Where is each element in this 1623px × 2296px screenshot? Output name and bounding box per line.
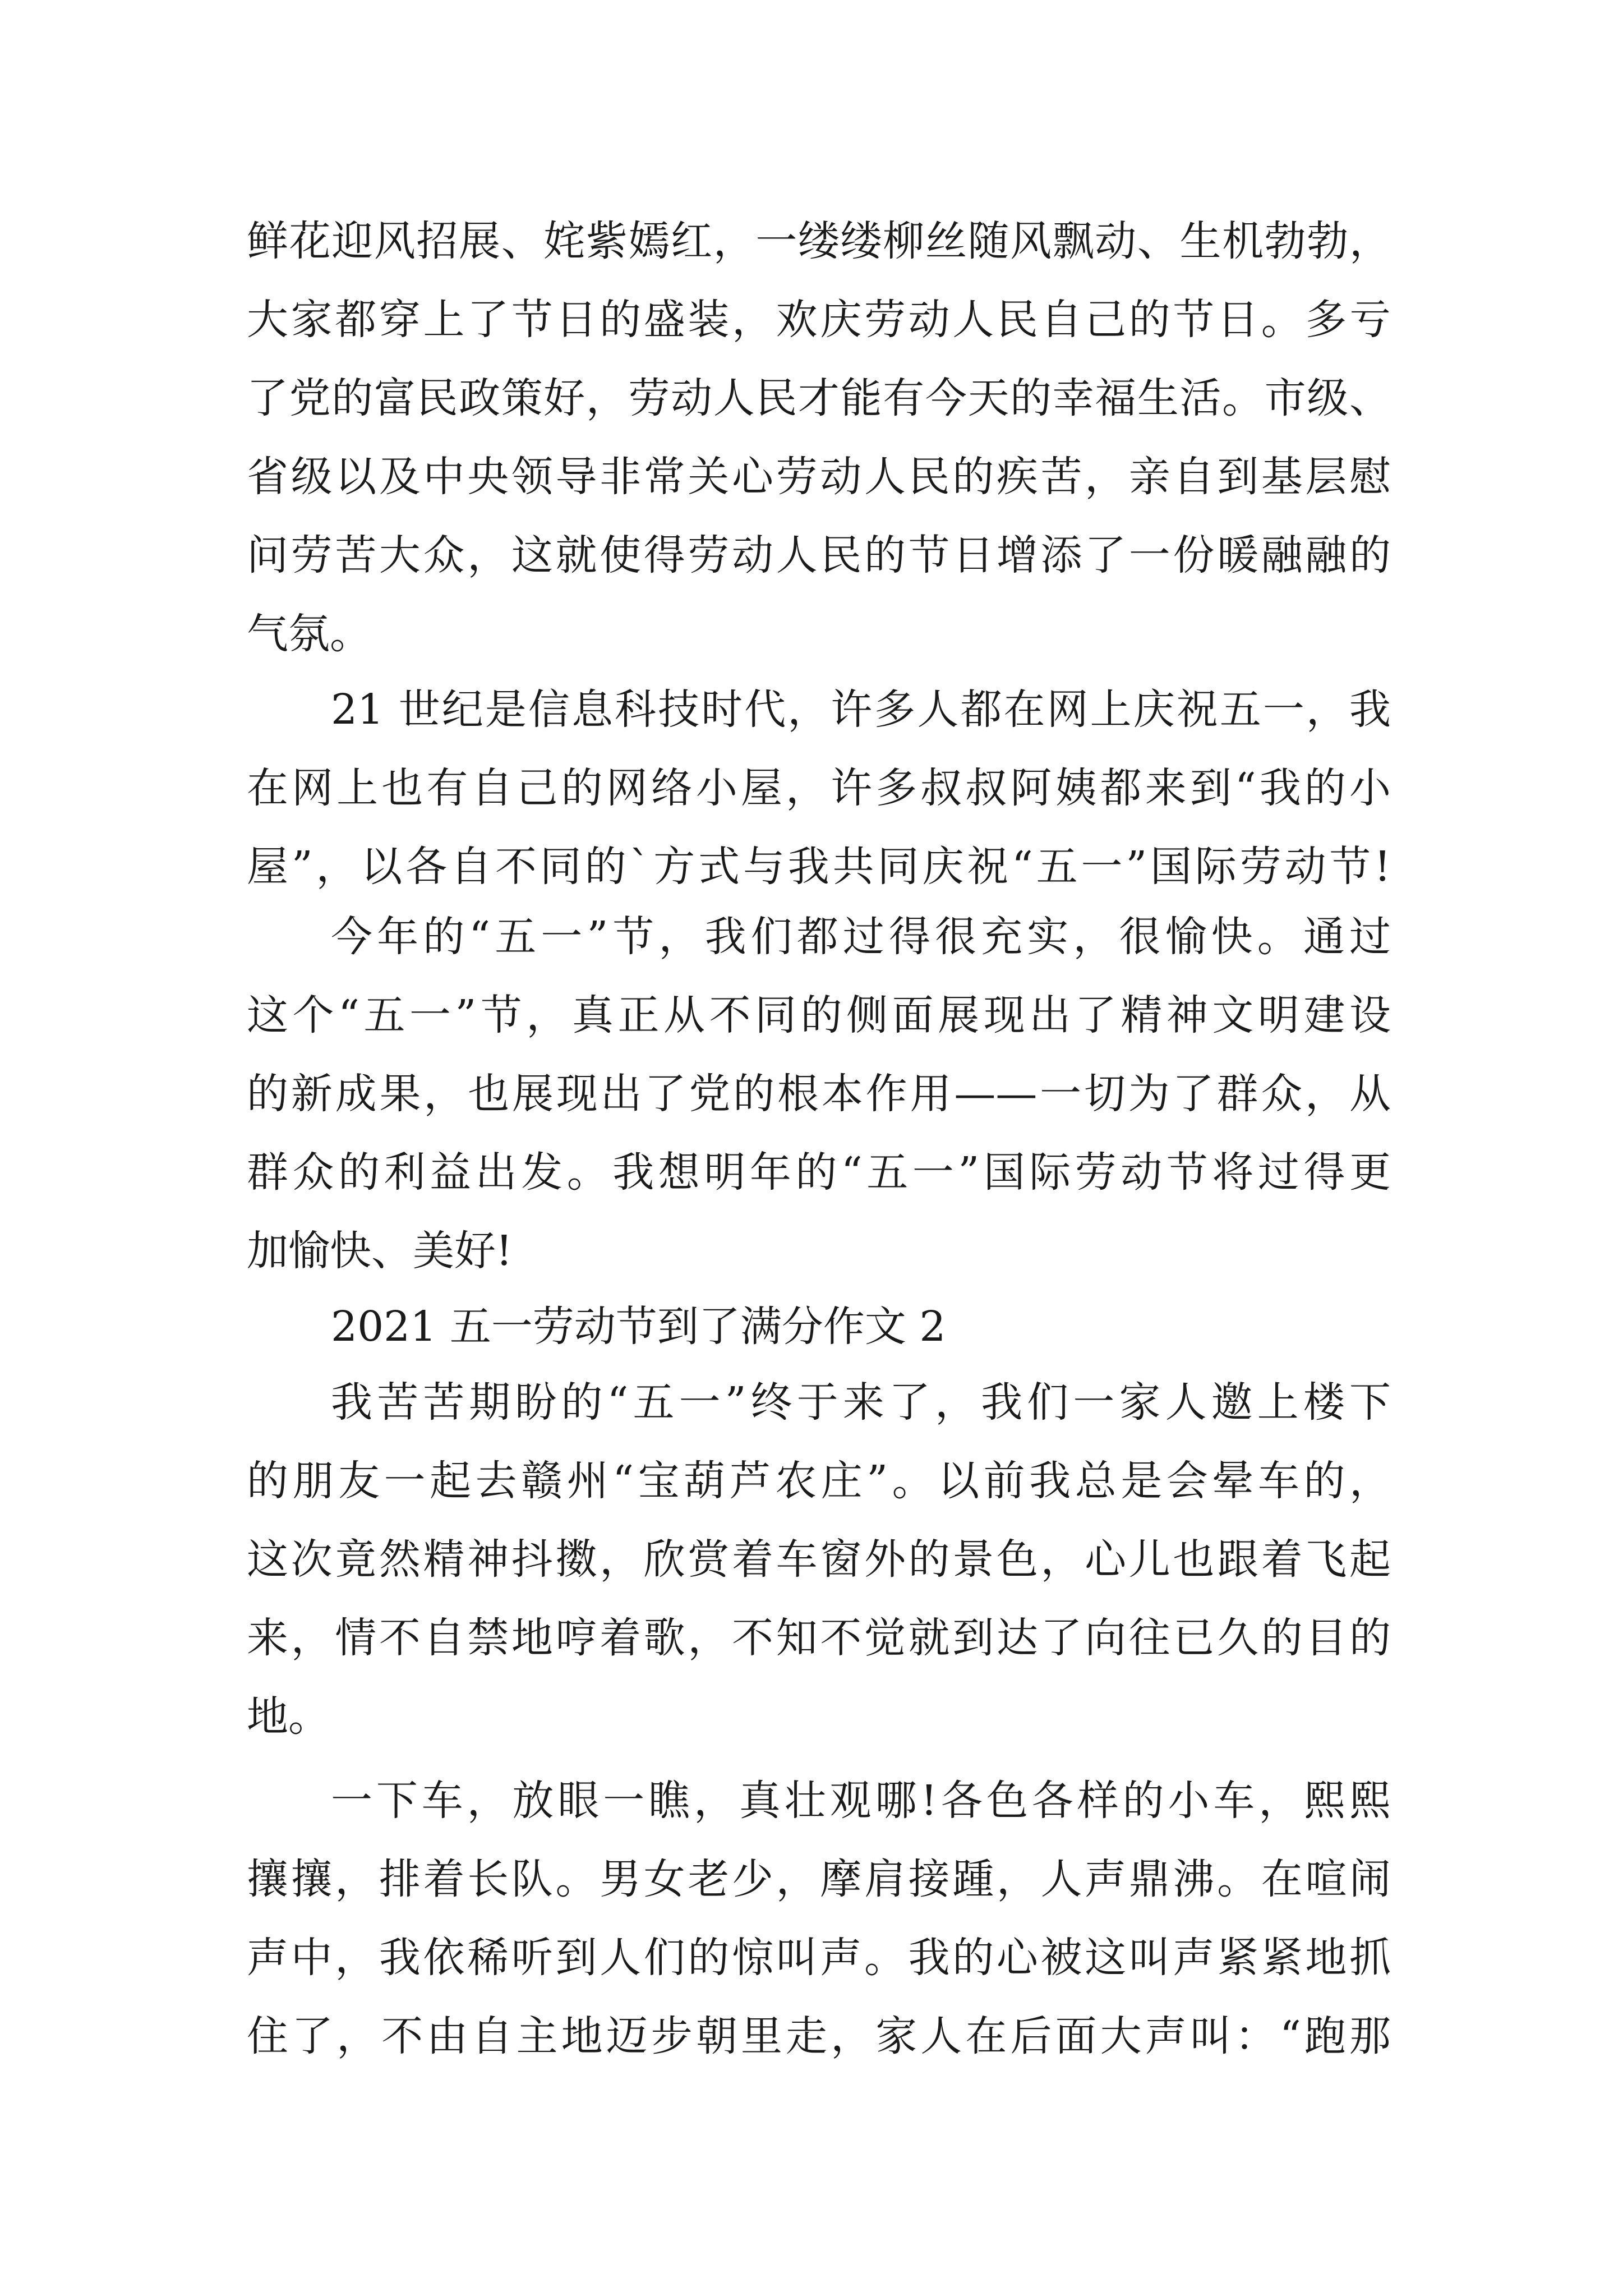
- text-line: 了党的富民政策好，劳动人民才能有今天的幸福生活。市级、: [247, 374, 1391, 422]
- text-line: 来，情不自禁地哼着歌，不知不觉就到达了向往已久的目的: [247, 1614, 1391, 1662]
- text-line: 声中，我依稀听到人们的惊叫声。我的心被这叫声紧紧地抓: [247, 1934, 1391, 1982]
- text-line: 我苦苦期盼的“五一”终于来了，我们一家人邀上楼下: [331, 1378, 1391, 1427]
- text-line: 鲜花迎风招展、姹紫嫣红，一缕缕柳丝随风飘动、生机勃勃，: [247, 217, 1391, 265]
- text-line: 今年的“五一”节，我们都过得很充实，很愉快。通过: [331, 913, 1391, 961]
- text-line: 21 世纪是信息科技时代，许多人都在网上庆祝五一，我: [331, 685, 1391, 734]
- text-line: 一下车，放眼一瞧，真壮观哪!各色各样的小车，熙熙: [331, 1777, 1391, 1825]
- text-line: 加愉快、美好!: [247, 1227, 513, 1275]
- text-line: 群众的利益出发。我想明年的“五一”国际劳动节将过得更: [247, 1148, 1391, 1197]
- text-line: 屋”，以各自不同的`方式与我共同庆祝“五一”国际劳动节!: [247, 843, 1391, 891]
- text-line: 问劳苦大众，这就使得劳动人民的节日增添了一份暖融融的: [247, 531, 1391, 579]
- text-line: 在网上也有自己的网络小屋，许多叔叔阿姨都来到“我的小: [247, 764, 1391, 812]
- text-line: 省级以及中央领导非常关心劳动人民的疾苦，亲自到基层慰: [247, 453, 1391, 501]
- text-line: 气氛。: [247, 610, 371, 658]
- text-line: 住了，不由自主地迈步朝里走，家人在后面大声叫：“跑那: [247, 2012, 1391, 2060]
- section-heading: 2021 五一劳动节到了满分作文 2: [331, 1303, 946, 1351]
- text-line: 这次竟然精神抖擞，欣赏着车窗外的景色，心儿也跟着飞起: [247, 1535, 1391, 1584]
- text-line: 这个“五一”节，真正从不同的侧面展现出了精神文明建设: [247, 991, 1391, 1039]
- text-line: 的朋友一起去赣州“宝葫芦农庄”。以前我总是会晕车的，: [247, 1457, 1391, 1505]
- text-line: 攘攘，排着长队。男女老少，摩肩接踵，人声鼎沸。在喧闹: [247, 1855, 1391, 1903]
- text-line: 地。: [247, 1692, 330, 1741]
- text-line: 的新成果，也展现出了党的根本作用——一切为了群众，从: [247, 1070, 1391, 1118]
- text-line: 大家都穿上了节日的盛装，欢庆劳动人民自己的节日。多亏: [247, 296, 1391, 344]
